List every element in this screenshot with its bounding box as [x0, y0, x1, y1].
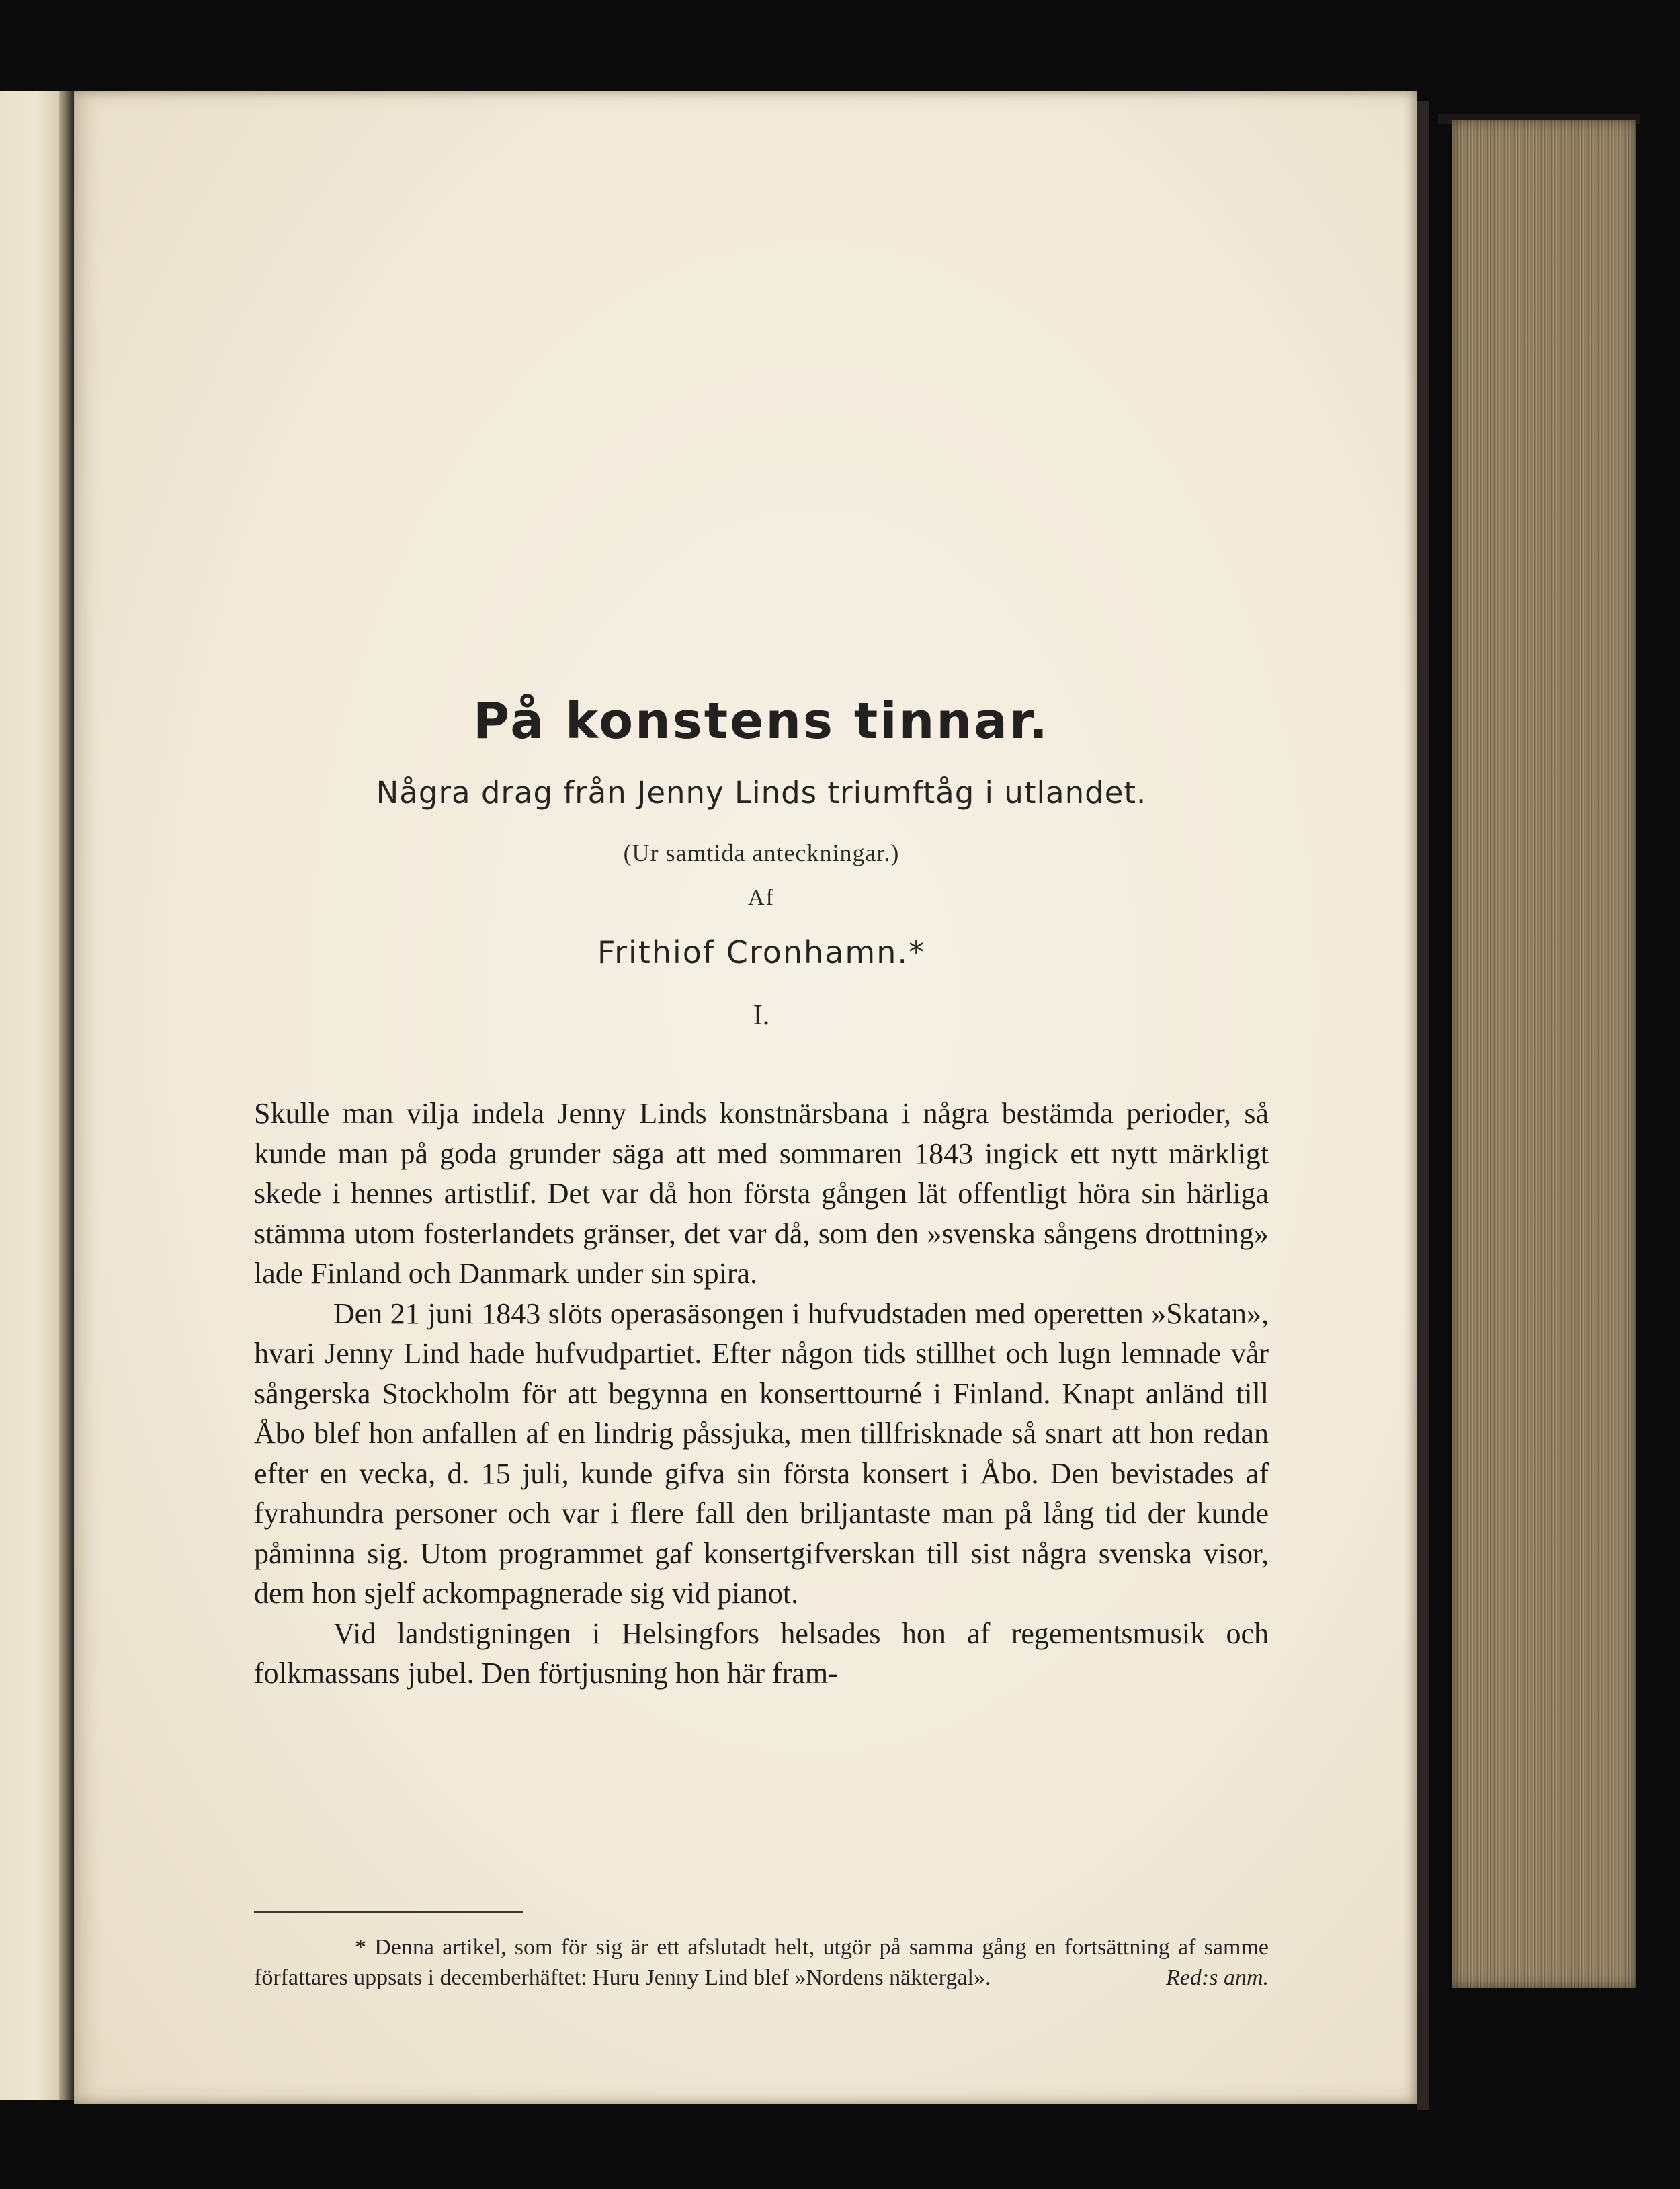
article-title: På konstens tinnar.	[473, 692, 1050, 750]
footnote	[254, 1932, 1269, 1993]
facing-page-edge	[0, 91, 59, 2100]
book-page	[74, 91, 1417, 2104]
page-edge-shadow	[1417, 101, 1429, 2110]
byline-prefix: Af	[748, 885, 775, 910]
paragraph: Den 21 juni 1843 slöts operasäsongen i hufvudstaden med operetten »Skatan», hvari Jenny Lind hade hufvudpartiet. Efter någon tids stillhet och lugn lemnade vår sångerska Stockholm för att begynna en konserttourné i Finland. Knapt anländ till Åbo blef hon anfallen af en lindrig påssjuka, men tillfrisknade så snart att hon redan efter en vecka, d. 15 juli, kunde gifva sin första konsert i Åbo. Den bevistades af fyrahundra personer och var i flere fall den briljantaste man på lång tid der kunde påminna sig. Utom programmet gaf konsertgifverskan till sist några svenska visor, dem hon sjelf ackompagnerade sig vid pianot.	[254, 1296, 1269, 1610]
page-stack-edges	[1452, 120, 1636, 1988]
source-note: (Ur samtida anteckningar.)	[623, 839, 900, 866]
article-body	[254, 1093, 1269, 1694]
author-name: Frithiof Cronhamn.*	[597, 934, 925, 970]
section-number: I.	[753, 1000, 770, 1031]
article-subtitle: Några drag från Jenny Linds triumftåg i utlandet.	[376, 775, 1147, 811]
footnote-divider	[254, 1911, 523, 1913]
paragraph: Skulle man vilja indela Jenny Linds konstnärsbana i några bestämda perioder, så kunde man på goda grunder säga att med sommaren 1843 ingick ett nytt märkligt skede i hennes artistlif. Det var då hon första gången lät offentligt höra sin härliga stämma utom fosterlandets gränser, det var då, som den »svenska sångens drottning» lade Finland och Danmark under sin spira.	[254, 1097, 1269, 1290]
footnote-text: * Denna artikel, som för sig är ett afslutadt helt, utgör på samma gång en fortsättning af samme författares uppsats i decemberhäftet: Huru Jenny Lind blef »Nordens näktergal».	[254, 1935, 1269, 1990]
footnote-credit: Red:s anm.	[1166, 1965, 1269, 1990]
book-gutter	[59, 91, 74, 2100]
paragraph: Vid landstigningen i Helsingfors helsades hon af regementsmusik och folkmassans jubel. Den förtjusning hon här fram-	[254, 1616, 1269, 1690]
